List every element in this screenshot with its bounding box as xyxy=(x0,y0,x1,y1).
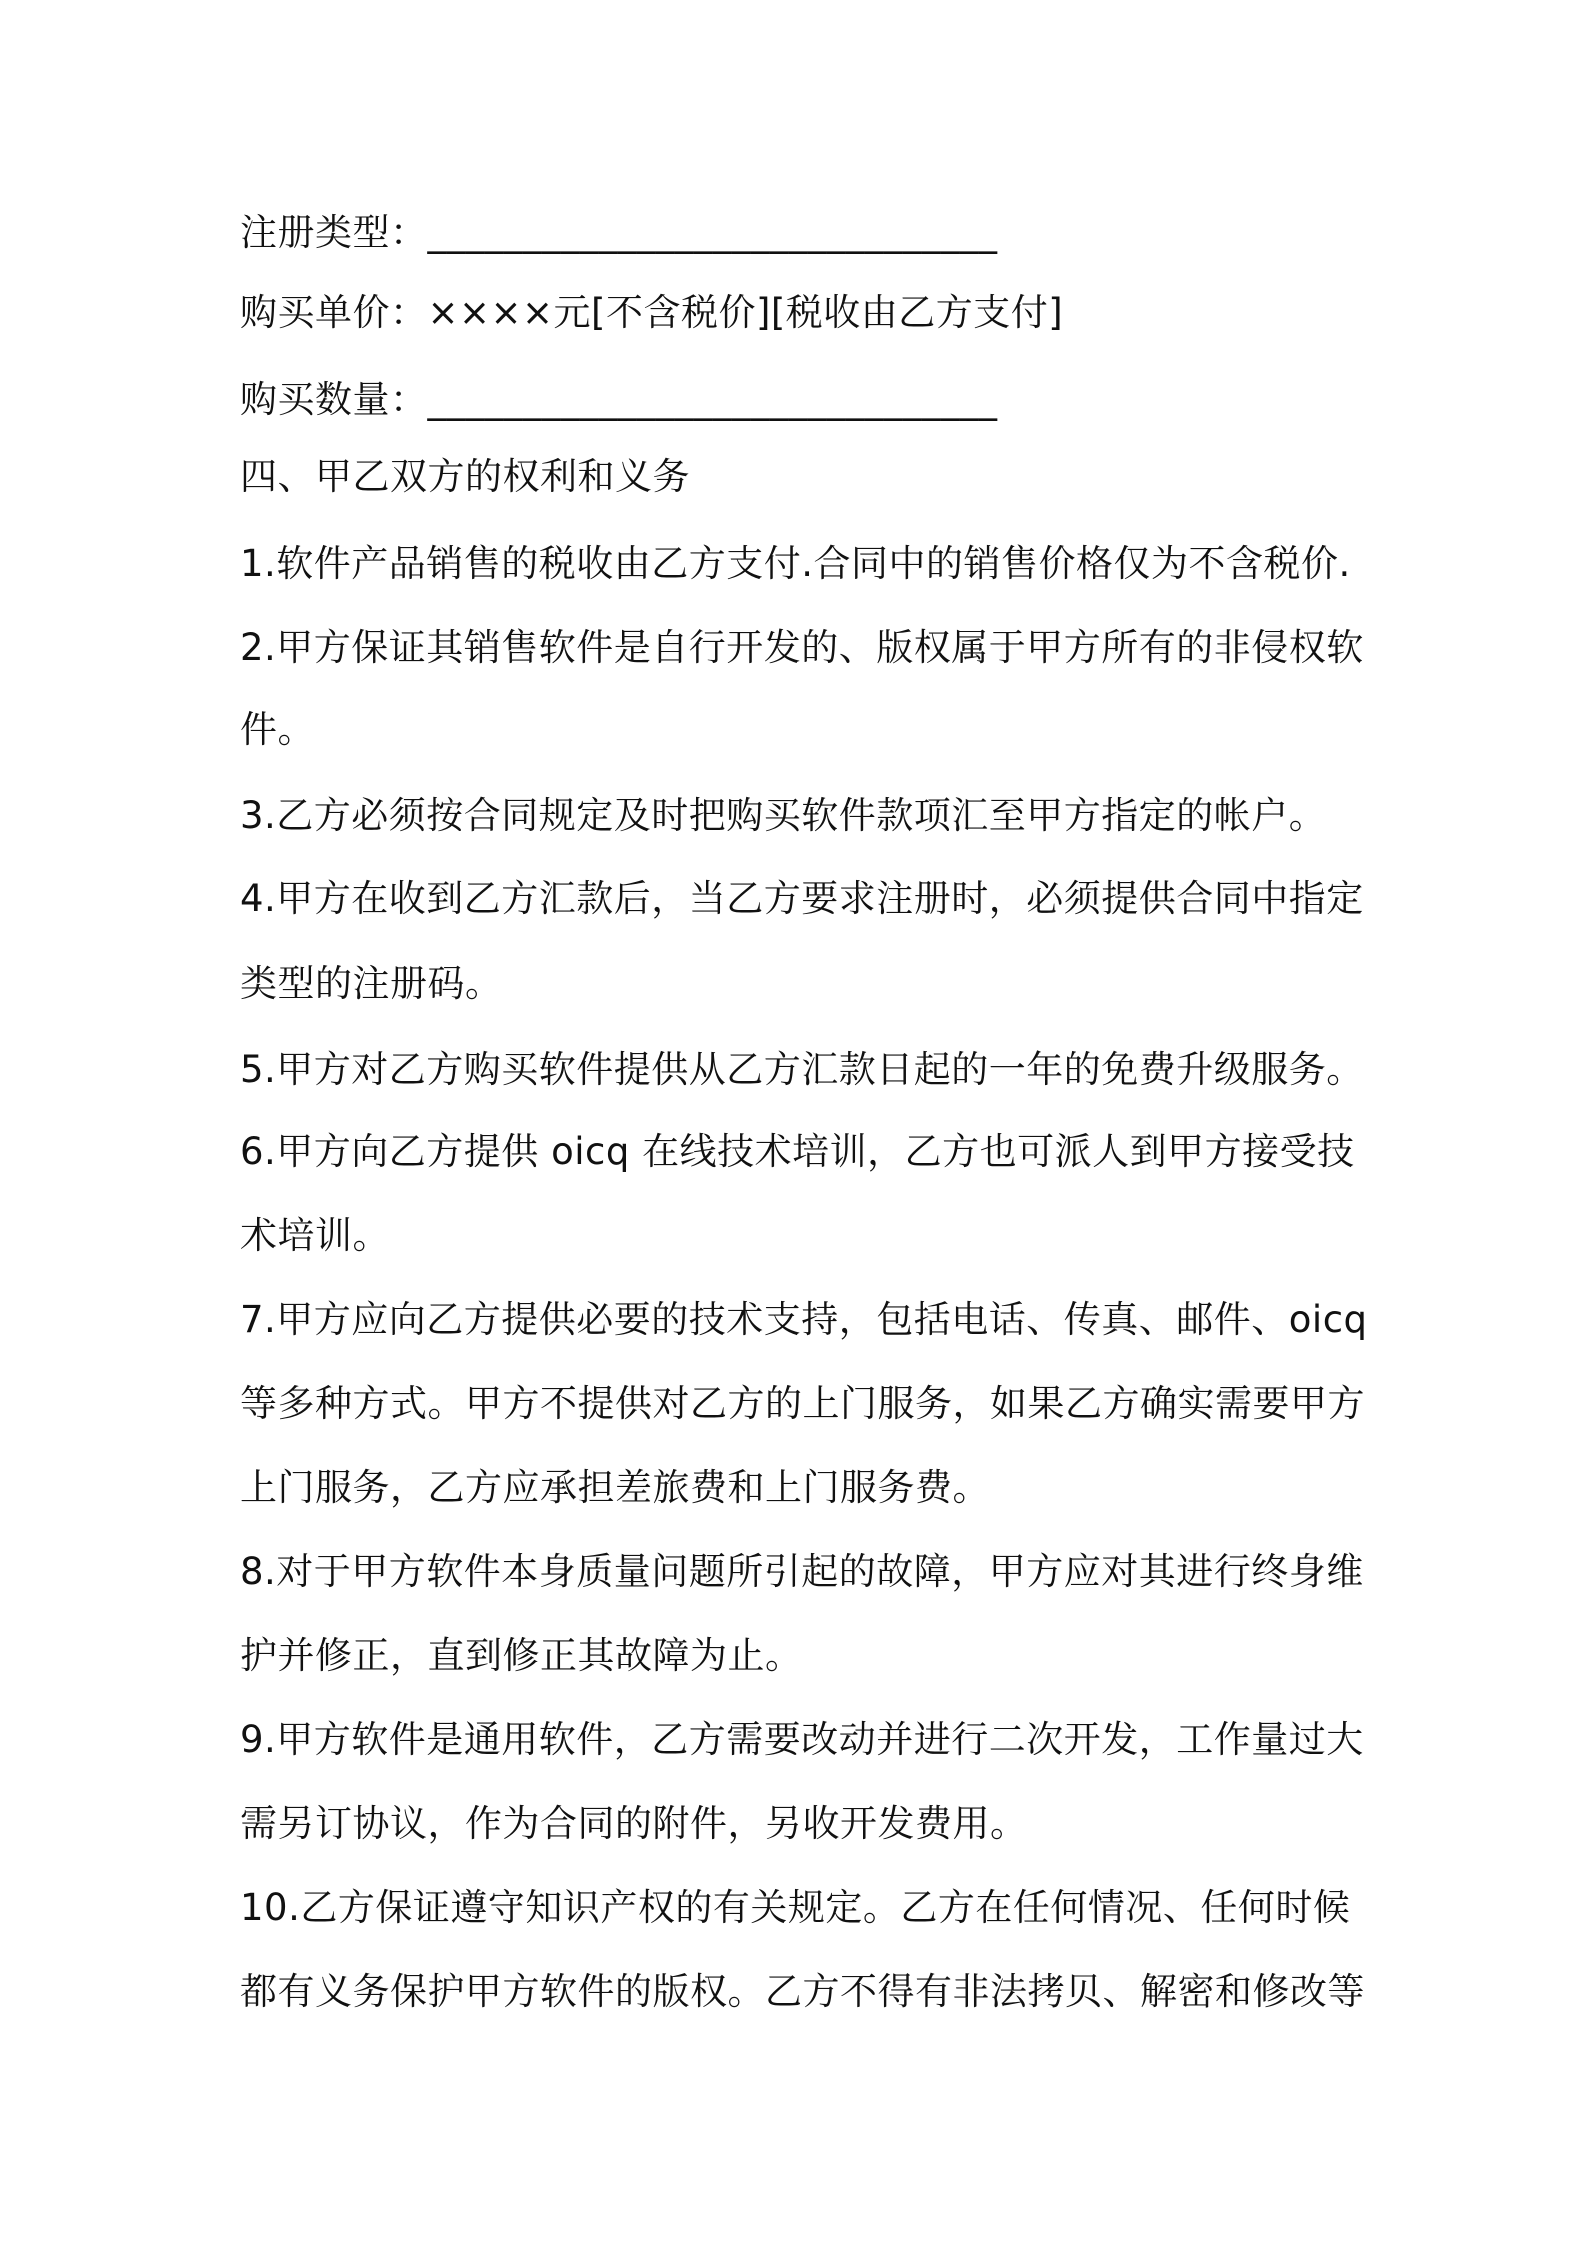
clause-10-line-2: 都有义务保护甲方软件的版权。乙方不得有非法拷贝、解密和修改等 xyxy=(240,1970,1365,2013)
section-heading: 四、甲乙双方的权利和义务 xyxy=(240,455,690,498)
clause-3-line-1: 3.乙方必须按合同规定及时把购买软件款项汇至甲方指定的帐户。 xyxy=(240,794,1327,837)
unit-price-line: 购买单价：××××元[不含税价][税收由乙方支付] xyxy=(240,291,1064,334)
clause-8-line-2: 护并修正，直到修正其故障为止。 xyxy=(240,1634,803,1677)
quantity-line: 购买数量：______________________________ xyxy=(240,378,998,421)
clause-4-line-2: 类型的注册码。 xyxy=(240,962,503,1005)
clause-7-line-1: 7.甲方应向乙方提供必要的技术支持，包括电话、传真、邮件、oicq xyxy=(240,1298,1368,1341)
registration-type-line: 注册类型：______________________________ xyxy=(240,211,998,254)
clause-9-line-2: 需另订协议，作为合同的附件，另收开发费用。 xyxy=(240,1802,1028,1845)
clause-2-line-2: 件。 xyxy=(240,708,315,751)
clause-8-line-1: 8.对于甲方软件本身质量问题所引起的故障，甲方应对其进行终身维 xyxy=(240,1550,1364,1593)
clause-6-line-1: 6.甲方向乙方提供 oicq 在线技术培训，乙方也可派人到甲方接受技 xyxy=(240,1130,1355,1173)
clause-1-line-1: 1.软件产品销售的税收由乙方支付.合同中的销售价格仅为不含税价. xyxy=(240,542,1351,585)
clause-10-line-1: 10.乙方保证遵守知识产权的有关规定。乙方在任何情况、任何时候 xyxy=(240,1886,1351,1929)
clause-5-line-1: 5.甲方对乙方购买软件提供从乙方汇款日起的一年的免费升级服务。 xyxy=(240,1048,1364,1091)
clause-2-line-1: 2.甲方保证其销售软件是自行开发的、版权属于甲方所有的非侵权软 xyxy=(240,626,1364,669)
clause-4-line-1: 4.甲方在收到乙方汇款后，当乙方要求注册时，必须提供合同中指定 xyxy=(240,877,1364,920)
clause-9-line-1: 9.甲方软件是通用软件，乙方需要改动并进行二次开发，工作量过大 xyxy=(240,1718,1364,1761)
clause-6-line-2: 术培训。 xyxy=(240,1214,390,1257)
clause-7-line-3: 上门服务，乙方应承担差旅费和上门服务费。 xyxy=(240,1466,990,1509)
clause-7-line-2: 等多种方式。甲方不提供对乙方的上门服务，如果乙方确实需要甲方 xyxy=(240,1382,1365,1425)
